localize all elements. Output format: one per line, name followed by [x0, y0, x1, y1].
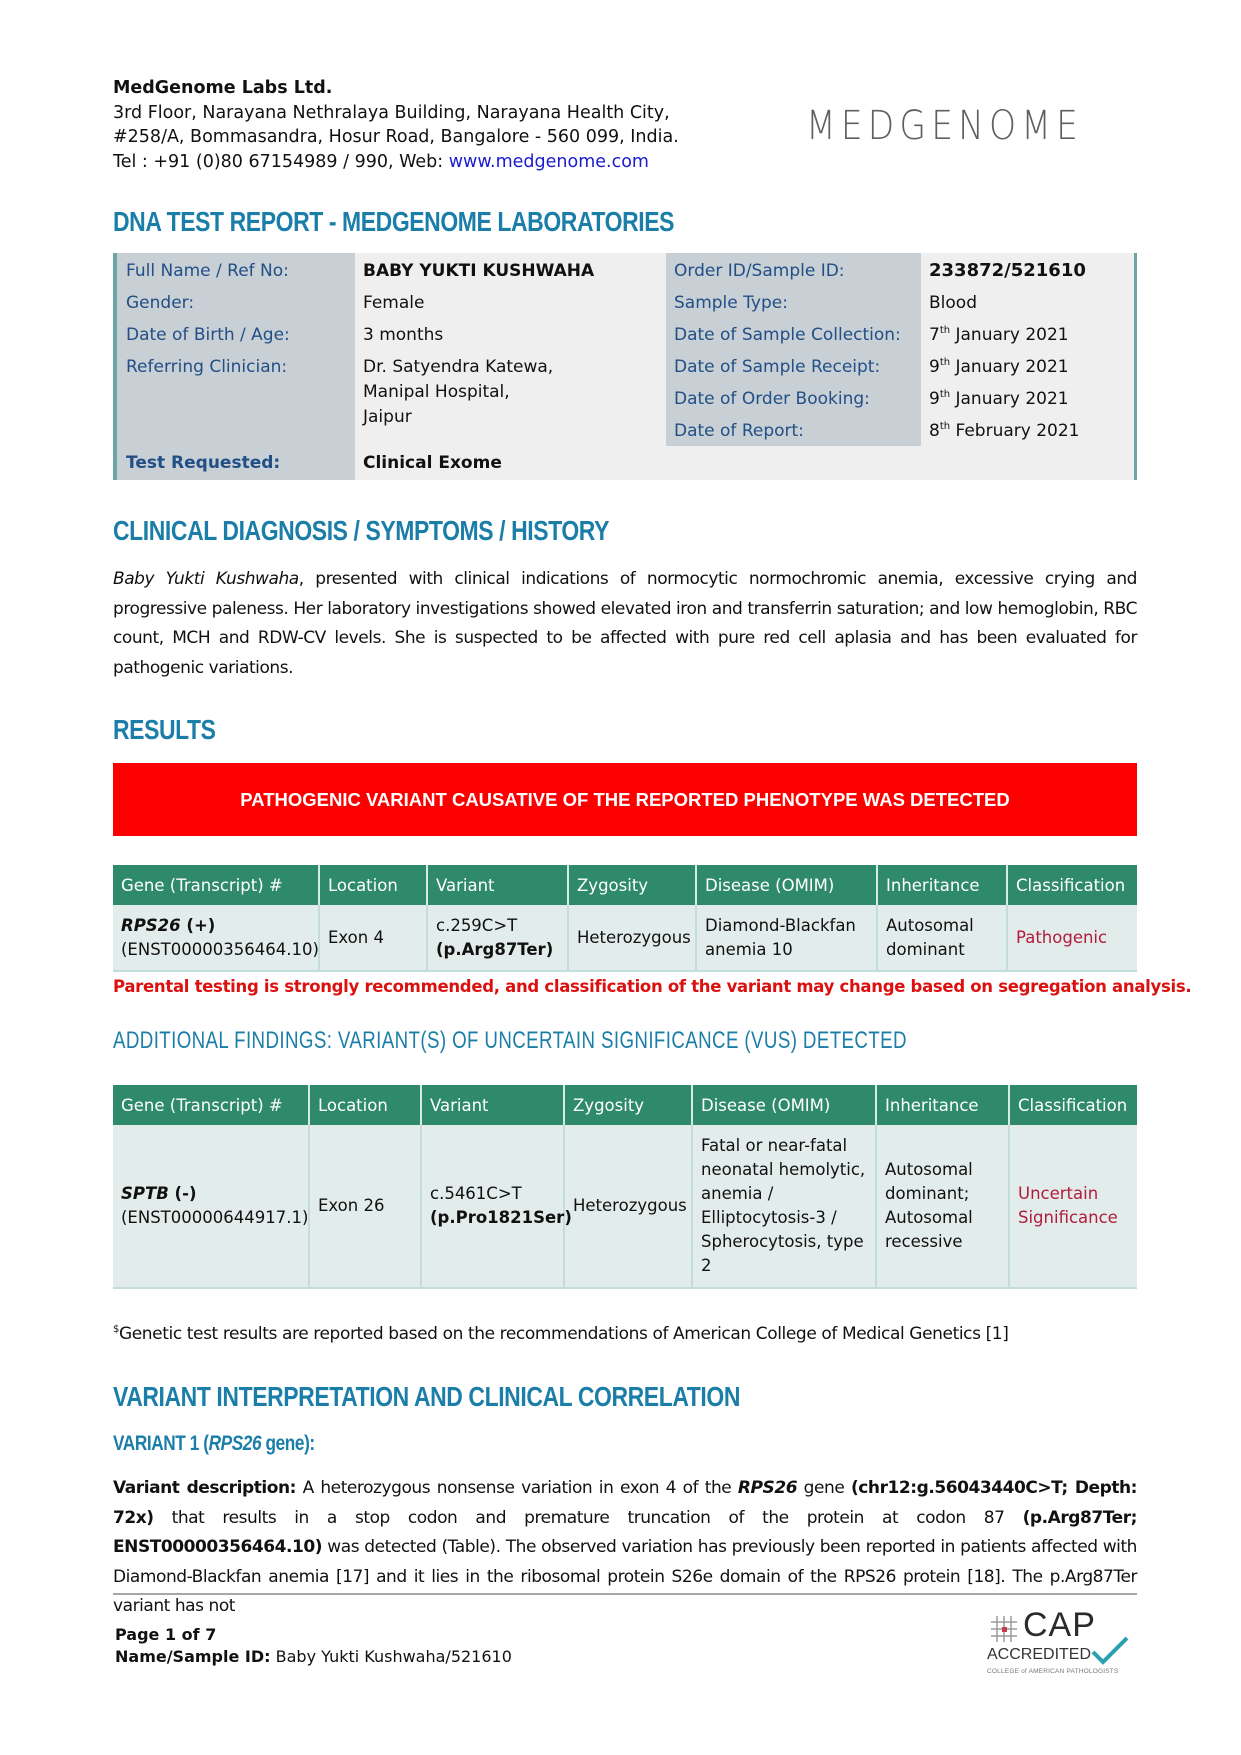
value-full-name: BABY YUKTI KUSHWAHA — [363, 261, 595, 281]
website-link[interactable]: www.medgenome.com — [448, 151, 649, 172]
cap-accreditation-logo — [985, 1606, 1135, 1682]
address-line-2: #258/A, Bommasandra, Hosur Road, Bangalore - 560 099, India. — [113, 127, 679, 147]
col-gene: Gene (Transcript) # — [113, 865, 319, 905]
col-location: Location — [309, 1085, 421, 1125]
col-classification: Classification — [1007, 865, 1137, 905]
interpretation-heading: VARIANT INTERPRETATION AND CLINICAL CORRELATION — [113, 1381, 740, 1412]
value-sample-collection: 7th January 2021 — [929, 325, 1069, 345]
contact-text: Tel : +91 (0)80 67154989 / 990, Web: — [113, 151, 449, 172]
label-gender: Gender: — [126, 293, 195, 313]
cell-disease: Diamond-Blackfan anemia 10 — [696, 905, 877, 971]
value-gender: Female — [363, 293, 425, 313]
report-title: DNA TEST REPORT - MEDGENOME LABORATORIES — [113, 206, 675, 237]
value-clinician-line-1: Dr. Satyendra Katewa, — [363, 357, 554, 377]
results-heading: RESULTS — [113, 714, 216, 745]
col-inheritance: Inheritance — [876, 1085, 1009, 1125]
label-full-name: Full Name / Ref No: — [126, 261, 289, 281]
cell-inheritance: Autosomal dominant; Autosomal recessive — [876, 1125, 1009, 1288]
label-sample-type: Sample Type: — [674, 293, 788, 313]
cap-accredited-text: ACCREDITED — [987, 1646, 1092, 1663]
col-variant: Variant — [427, 865, 568, 905]
checkmark-icon — [1089, 1636, 1129, 1666]
label-referring-clinician: Referring Clinician: — [126, 357, 288, 377]
page-number: Page 1 of 7 — [115, 1625, 217, 1644]
label-date-of-report: Date of Report: — [674, 421, 804, 441]
label-sample-receipt: Date of Sample Receipt: — [674, 357, 881, 377]
vus-variant-table — [113, 1085, 1137, 1289]
acmg-footnote: $Genetic test results are reported based on the recommendations of American College of Medical Genetics [1] — [113, 1324, 1009, 1344]
cell-location: Exon 26 — [309, 1125, 421, 1288]
table-row — [113, 905, 1137, 971]
value-clinician-line-2: Manipal Hospital, — [363, 382, 510, 402]
patient-info-table — [113, 253, 1137, 480]
cap-subtitle: COLLEGE of AMERICAN PATHOLOGISTS — [987, 1668, 1119, 1675]
col-variant: Variant — [421, 1085, 564, 1125]
medgenome-logo — [788, 90, 1128, 162]
col-zygosity: Zygosity — [568, 865, 696, 905]
pathogenic-banner: PATHOGENIC VARIANT CAUSATIVE OF THE REPORTED PHENOTYPE WAS DETECTED — [113, 763, 1137, 836]
company-address-block — [113, 76, 713, 174]
company-name: MedGenome Labs Ltd. — [113, 78, 333, 98]
value-sample-receipt: 9th January 2021 — [929, 357, 1069, 377]
footer-sample-id: Name/Sample ID: Baby Yukti Kushwaha/521610 — [115, 1647, 512, 1666]
additional-findings-heading: ADDITIONAL FINDINGS: VARIANT(S) OF UNCERTAIN SIGNIFICANCE (VUS) DETECTED — [113, 1027, 907, 1054]
clinical-heading: CLINICAL DIAGNOSIS / SYMPTOMS / HISTORY — [113, 515, 609, 546]
cell-gene: SPTB (-) (ENST00000644917.1) — [113, 1125, 309, 1288]
cell-classification: Uncertain Significance — [1009, 1125, 1137, 1288]
patient-name-italic: Baby Yukti Kushwaha — [113, 569, 299, 589]
variant-1-heading: VARIANT 1 (RPS26 gene): — [113, 1432, 315, 1455]
col-gene: Gene (Transcript) # — [113, 1085, 309, 1125]
clinical-paragraph: Baby Yukti Kushwaha, presented with clinical indications of normocytic normochromic anemia, excessive crying and progressive paleness. Her laboratory investigations showed elevated iron and transferrin saturation; and low hemoglobin, RBC count, MCH and RDW-CV levels. She is suspected to be affected with pure red cell aplasia and has been evaluated for pathogenic variations. — [113, 569, 1138, 678]
col-disease: Disease (OMIM) — [696, 865, 877, 905]
table-header-row — [113, 1085, 1137, 1125]
label-order-id: Order ID/Sample ID: — [674, 261, 845, 281]
cell-zygosity: Heterozygous — [564, 1125, 692, 1288]
value-order-booking: 9th January 2021 — [929, 389, 1069, 409]
cell-inheritance: Autosomal dominant — [877, 905, 1007, 971]
variant-description-label: Variant description: — [113, 1478, 296, 1498]
col-location: Location — [319, 865, 427, 905]
value-date-of-report: 8th February 2021 — [929, 421, 1080, 441]
footer-divider — [113, 1593, 1137, 1595]
primary-variant-table — [113, 865, 1137, 972]
col-classification: Classification — [1009, 1085, 1137, 1125]
cap-wordmark: CAP — [1023, 1606, 1096, 1644]
cell-gene: RPS26 (+) (ENST00000356464.10) — [113, 905, 319, 971]
address-line-1: 3rd Floor, Narayana Nethralaya Building, Narayana Health City, — [113, 102, 670, 123]
col-zygosity: Zygosity — [564, 1085, 692, 1125]
cell-location: Exon 4 — [319, 905, 427, 971]
label-sample-collection: Date of Sample Collection: — [674, 325, 901, 345]
logo-wordmark: MEDGENOME — [806, 103, 1083, 149]
cell-zygosity: Heterozygous — [568, 905, 696, 971]
table-row — [113, 1125, 1137, 1288]
variant-description: Variant description: A heterozygous nonsense variation in exon 4 of the RPS26 gene (chr12:g.56043440C>T; Depth: 72x) that results in a stop codon and premature truncation of the protein at codon 87 (p.Arg87Ter; ENST00000356464.10) was detected (Table). The observed variation has previously been reported in patients affected with Diamond-Blackfan anemia [17] and it lies in the ribosomal protein S26e domain of the RPS26 protein [18]. The p.Arg87Ter variant has not — [113, 1478, 1137, 1616]
value-age: 3 months — [363, 325, 444, 345]
table-header-row — [113, 865, 1137, 905]
label-order-booking: Date of Order Booking: — [674, 389, 870, 409]
cap-grid-icon — [987, 1612, 1021, 1646]
contact-line — [113, 150, 713, 175]
value-test-requested: Clinical Exome — [363, 453, 502, 473]
cell-variant: c.5461C>T (p.Pro1821Ser) — [421, 1125, 564, 1288]
cell-variant: c.259C>T (p.Arg87Ter) — [427, 905, 568, 971]
col-disease: Disease (OMIM) — [692, 1085, 876, 1125]
value-sample-type: Blood — [929, 293, 977, 313]
label-test-requested: Test Requested: — [126, 453, 281, 473]
label-dob-age: Date of Birth / Age: — [126, 325, 290, 345]
value-clinician-line-3: Jaipur — [363, 407, 412, 427]
col-inheritance: Inheritance — [877, 865, 1007, 905]
cell-classification: Pathogenic — [1007, 905, 1137, 971]
cell-disease: Fatal or near-fatal neonatal hemolytic, anemia / Elliptocytosis-3 / Spherocytosis, type 2 — [692, 1125, 876, 1288]
value-order-id: 233872/521610 — [929, 260, 1086, 281]
page-footer — [115, 1624, 512, 1668]
parental-testing-warning: Parental testing is strongly recommended, and classification of the variant may change based on segregation analysis. — [113, 977, 1192, 996]
